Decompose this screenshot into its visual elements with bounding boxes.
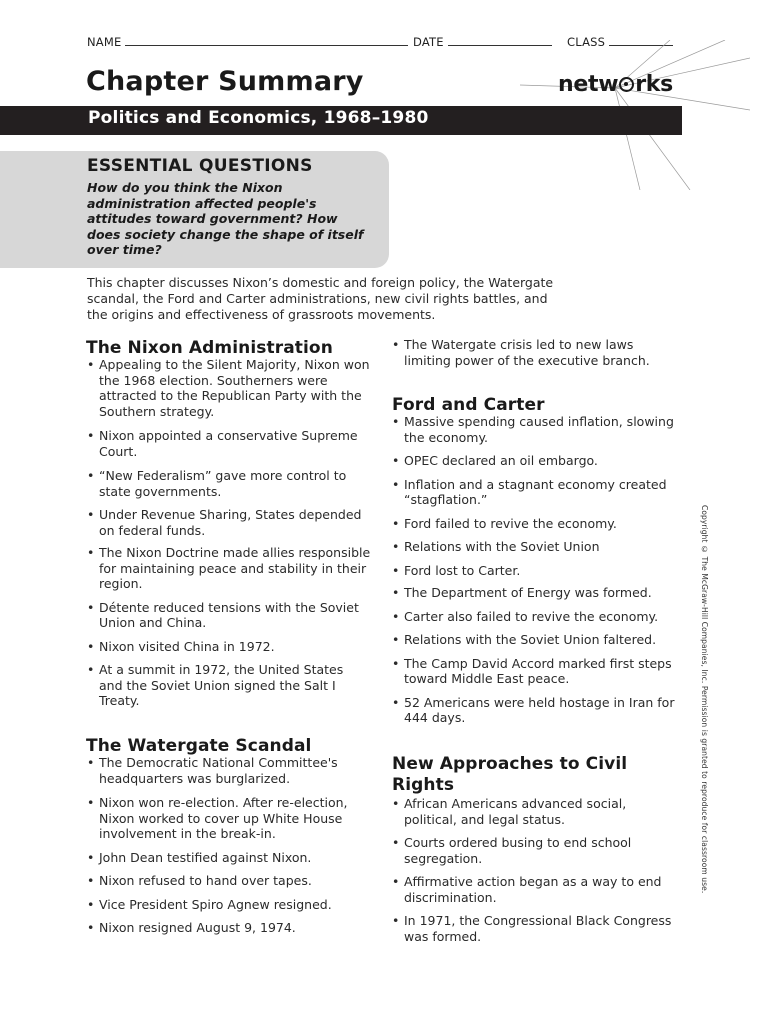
list-item: • Inflation and a stagnant economy created “stagflation.” <box>392 477 692 508</box>
list-item: • Relations with the Soviet Union faltered. <box>392 632 692 648</box>
name-label: NAME <box>87 35 122 49</box>
subtitle: Politics and Economics, 1968–1980 <box>88 108 429 128</box>
list-item: • African Americans advanced social, political, and legal status. <box>392 796 692 827</box>
list-item: • Massive spending caused inflation, slowing the economy. <box>392 414 692 445</box>
watergate-list <box>87 755 387 936</box>
list-item: • 52 Americans were held hostage in Iran for 444 days. <box>392 695 692 726</box>
date-label: DATE <box>413 35 444 49</box>
list-item: • Vice President Spiro Agnew resigned. <box>87 897 387 913</box>
list-item: • Nixon refused to hand over tapes. <box>87 873 387 889</box>
networks-logo: netw rks <box>558 72 673 97</box>
list-item: • Ford lost to Carter. <box>392 563 692 579</box>
list-item: • John Dean testified against Nixon. <box>87 850 387 866</box>
name-blank[interactable] <box>125 34 408 46</box>
list-item: • The Watergate crisis led to new laws limiting power of the executive branch. <box>392 337 692 368</box>
name-field <box>87 34 408 49</box>
section-heading-watergate: The Watergate Scandal <box>86 736 312 756</box>
list-item: • Nixon resigned August 9, 1974. <box>87 920 387 936</box>
list-item: • In 1971, the Congressional Black Congress was formed. <box>392 913 692 944</box>
list-item: • “New Federalism” gave more control to state governments. <box>87 468 387 499</box>
list-item: • At a summit in 1972, the United States and the Soviet Union signed the Salt I Treaty. <box>87 662 387 709</box>
list-item: • Nixon visited China in 1972. <box>87 639 387 655</box>
essential-questions-heading: ESSENTIAL QUESTIONS <box>87 156 313 176</box>
list-item: • The Camp David Accord marked first steps toward Middle East peace. <box>392 656 692 687</box>
essential-questions-text: How do you think the Nixon administration affected people's attitudes toward government? How does society change the shape of itself over time? <box>87 180 364 258</box>
watergate-continued-list <box>392 337 692 368</box>
list-item: • Nixon won re-election. After re-election, Nixon worked to cover up White House involvement in the break-in. <box>87 795 387 842</box>
chapter-intro: This chapter discusses Nixon’s domestic and foreign policy, the Watergate scandal, the Ford and Carter administrations, new civil rights battles, and the origins and effectiveness of grassroots movements. <box>87 275 554 322</box>
list-item: • Appealing to the Silent Majority, Nixon won the 1968 election. Southerners were attracted to the Republican Party with the Southern strategy. <box>87 357 387 419</box>
list-item: • Détente reduced tensions with the Soviet Union and China. <box>87 600 387 631</box>
ford-carter-list <box>392 414 692 726</box>
copyright-notice: Copyright © The McGraw-Hill Companies, Inc. Permission is granted to reproduce for classroom use. <box>700 505 709 894</box>
page-title: Chapter Summary <box>86 66 364 97</box>
list-item: • Affirmative action began as a way to end discrimination. <box>392 874 692 905</box>
list-item: • Relations with the Soviet Union <box>392 539 692 555</box>
nixon-list <box>87 357 387 709</box>
section-heading-nixon: The Nixon Administration <box>86 338 333 358</box>
section-heading-ford-carter: Ford and Carter <box>392 395 545 415</box>
class-label: CLASS <box>567 35 606 49</box>
list-item: • The Department of Energy was formed. <box>392 585 692 601</box>
list-item: • Carter also failed to revive the economy. <box>392 609 692 625</box>
list-item: • Ford failed to revive the economy. <box>392 516 692 532</box>
list-item: • The Nixon Doctrine made allies responsible for maintaining peace and stability in their region. <box>87 545 387 592</box>
list-item: • The Democratic National Committee's headquarters was burglarized. <box>87 755 387 786</box>
civil-rights-list <box>392 796 692 944</box>
section-heading-civil-rights: New Approaches to Civil Rights <box>392 754 628 795</box>
list-item: • Nixon appointed a conservative Supreme Court. <box>87 428 387 459</box>
list-item: • Under Revenue Sharing, States depended on federal funds. <box>87 507 387 538</box>
list-item: • Courts ordered busing to end school segregation. <box>392 835 692 866</box>
gear-o-icon <box>619 77 634 92</box>
list-item: • OPEC declared an oil embargo. <box>392 453 692 469</box>
